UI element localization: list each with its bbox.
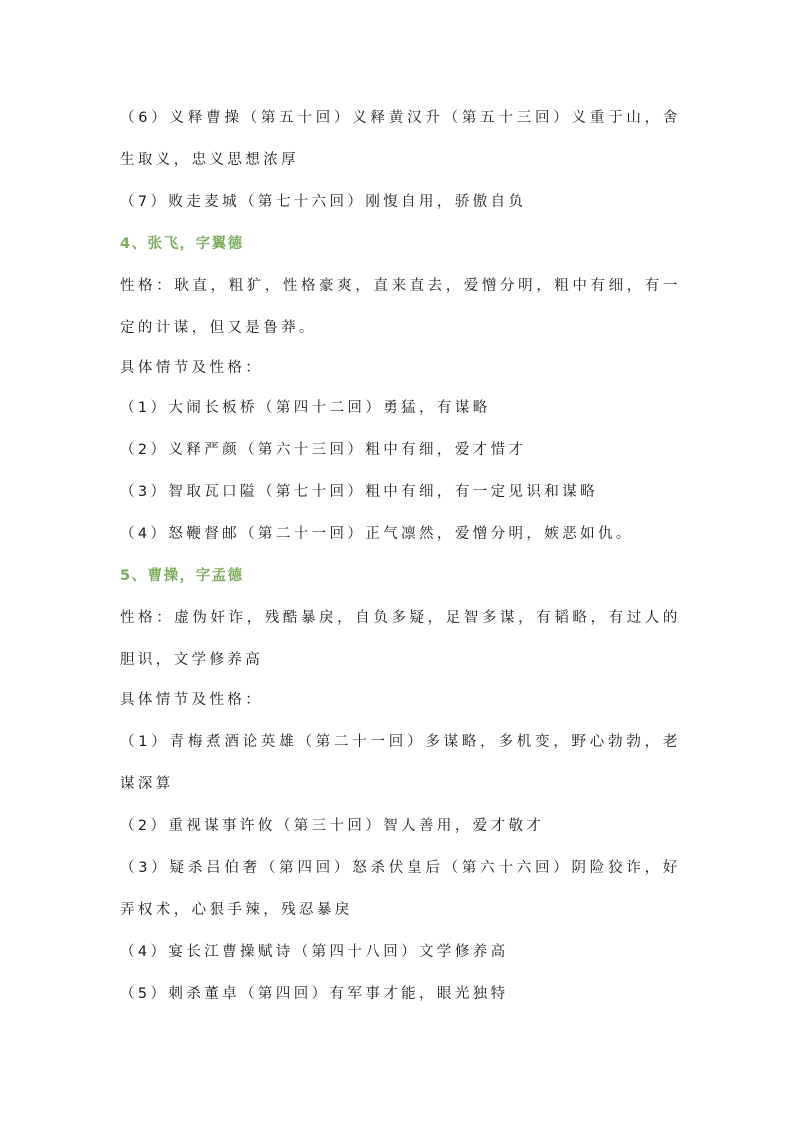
text-line: （3）疑杀吕伯奢（第四回）怒杀伏皇后（第六十六回）阴险狡诈，好 (120, 860, 680, 876)
text-line: （3）智取瓦口隘（第七十回）粗中有细，有一定见识和谋略 (120, 484, 599, 500)
text-line: 谋深算 (120, 776, 174, 792)
text-line: （6）义释曹操（第五十回）义释黄汉升（第五十三回）义重于山，舍 (120, 110, 680, 126)
section-heading: 5、曹操，字孟德 (120, 568, 244, 584)
text-line: 生取义，忠义思想浓厚 (120, 152, 299, 168)
text-line: （5）刺杀董卓（第四回）有军事才能，眼光独特 (120, 986, 509, 1002)
text-line: （1）青梅煮酒论英雄（第二十一回）多谋略，多机变，野心勃勃，老 (120, 734, 680, 750)
text-line: 胆识，文学修养高 (120, 652, 264, 668)
text-line: 具体情节及性格： (120, 692, 264, 708)
text-line: （1）大闹长板桥（第四十二回）勇猛，有谋略 (120, 400, 491, 416)
text-line: （2）重视谋事许攸（第三十回）智人善用，爱才敬才 (120, 818, 545, 834)
text-line: （4）宴长江曹操赋诗（第四十八回）文学修养高 (120, 944, 509, 960)
text-line: 弄权术，心狠手辣，残忍暴戾 (120, 902, 353, 918)
text-line: 定的计谋，但又是鲁莽。 (120, 320, 317, 336)
text-line: （7）败走麦城（第七十六回）刚愎自用，骄傲自负 (120, 194, 527, 210)
text-line: （4）怒鞭督邮（第二十一回）正气凛然，爱憎分明，嫉恶如仇。 (120, 526, 634, 542)
text-line: （2）义释严颜（第六十三回）粗中有细，爱才惜才 (120, 442, 527, 458)
section-heading: 4、张飞，字翼德 (120, 236, 244, 252)
text-line: 具体情节及性格： (120, 360, 264, 376)
text-line: 性格：虚伪奸诈，残酷暴戾，自负多疑，足智多谋，有韬略，有过人的 (120, 610, 680, 626)
text-line: 性格：耿直，粗犷，性格豪爽，直来直去，爱憎分明，粗中有细，有一 (120, 278, 680, 294)
